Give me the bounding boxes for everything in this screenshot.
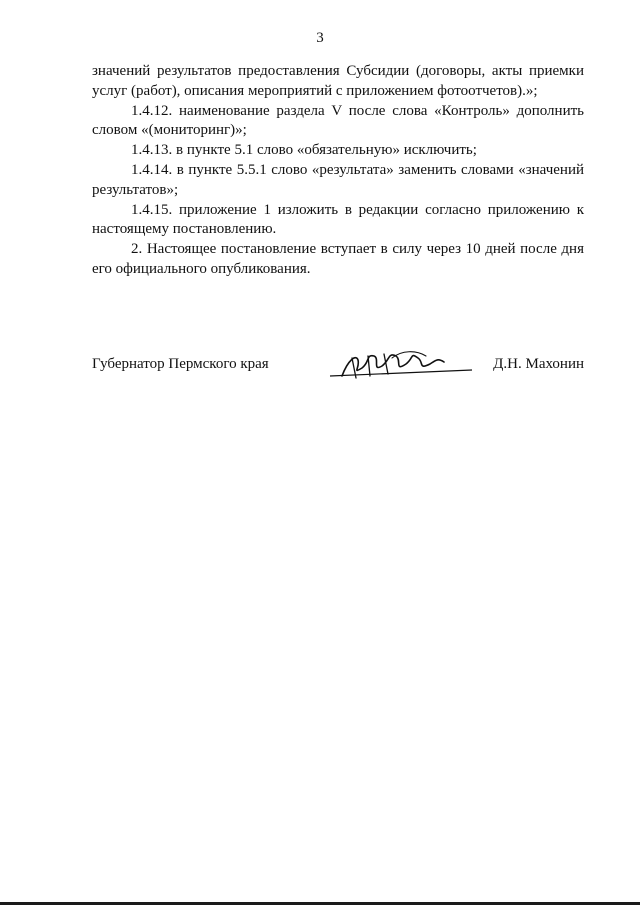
page-number: 3 [316,30,324,46]
signatory-name: Д.Н. Махонин [493,356,584,372]
signatory-title: Губернатор Пермского края [92,356,269,372]
document-body [92,62,584,280]
signature-block [92,346,584,386]
paragraph-2: 2. Настоящее постановление вступает в силу через 10 дней после дня его официального опубликования. [92,241,584,277]
paragraph-1-4-15: 1.4.15. приложение 1 изложить в редакции согласно приложению к настоящему постановлению. [92,201,584,238]
paragraph-1-4-12: 1.4.12. наименование раздела V после слова «Контроль» дополнить словом «(мониторинг)»; [92,102,584,139]
handwritten-signature [322,346,482,382]
paragraph-1-4-13: 1.4.13. в пункте 5.1 слово «обязательную» исключить; [131,142,477,159]
paragraph-continuation: значений результатов предоставления Субсидии (договоры, акты приемки услуг (работ), описания мероприятий с приложением фотоотчетов).»; [92,63,584,99]
paragraph-1-4-14: 1.4.14. в пункте 5.5.1 слово «результата» заменить словами «значений результатов»; [92,161,584,198]
